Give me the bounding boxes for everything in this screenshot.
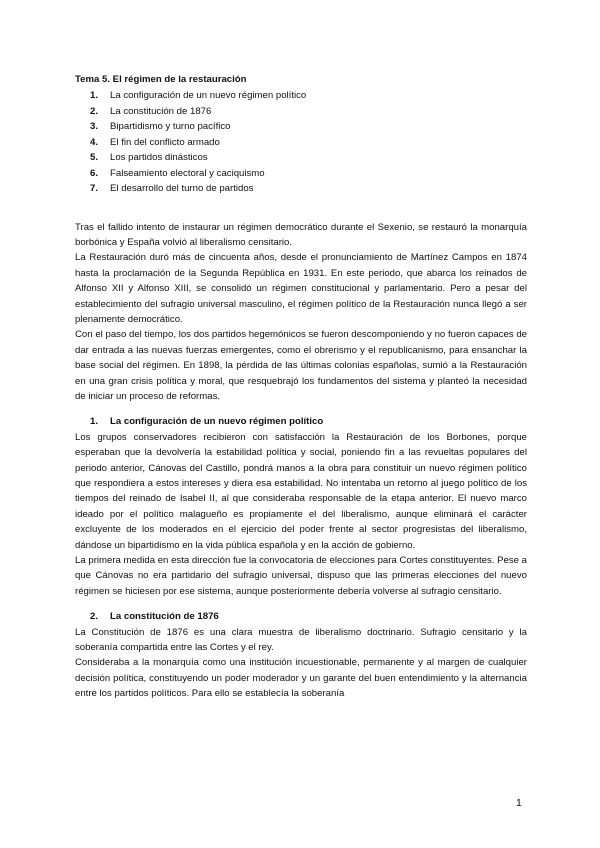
section-heading [75,609,527,624]
document-page [75,73,527,702]
toc-number: 5. [90,152,99,163]
section-heading [75,414,527,429]
toc-label: El fin del conflicto armado [110,136,220,148]
toc-number: 1. [90,90,99,101]
toc-item [75,166,527,182]
toc-item [75,104,527,120]
section-paragraph: Los grupos conservadores recibieron con satisfacción la Restauración de los Borbones, porque esperaban que la devolvería la estabilidad política y social, poniendo fin a las revueltas populares del periodo anterior, Cánovas del Castillo, pondrá manos a la obra para constituir un nuevo régimen político que respondiera a estos intereses y diera esa estabilidad. No intentaba un retorno al juego político de los tiempos del reinado de Isabel II, al que consideraba responsable de la etapa anterior. El nuevo marco ideado por el político malagueño es propiamente el del liberalismo, aunque eliminará el carácter excluyente de los moderados en el ejercicio del poder frente al sector progresistas del liberalismo, dándose un bipartidismo en la vida pública española y en la acción de gobierno. [75,431,527,551]
section-title: La configuración de un nuevo régimen político [110,416,324,428]
intro-paragraph: La Restauración duró más de cincuenta años, desde el pronunciamiento de Martínez Campos en 1874 hasta la proclamación de la Segunda República en 1931. En este periodo, que abarca los reinados de Alfonso XII y Alfonso XIII, se consolidó un régimen constitucional y parlamentario. Pero a pesar del establecimiento del sufragio universal masculino, el régimen político de la Restauración nunca llegó a ser plenamente democrático. [75,252,527,325]
toc-item [75,150,527,166]
toc-item [75,88,527,104]
intro-paragraph: Con el paso del tiempo, los dos partidos hegemónicos se fueron descomponiendo y no fueron capaces de dar entrada a las nuevas fuerzas emergentes, como el obrerismo y el republicanismo, para ensanchar la base social del régimen. En 1898, la pérdida de las últimas colonias españolas, sumió a la Restauración en una gran crisis política y moral, que resquebrajó los fundamentos del sistema y planteó la necesidad de iniciar un proceso de reformas. [75,329,527,402]
section-paragraph: Consideraba a la monarquía como una institución incuestionable, permanente y al margen de cualquier decisión política, constituyendo un poder moderador y un garante del buen entendimiento y la alternancia entre los partidos políticos. Para ello se establecía la soberanía [75,657,527,700]
section-title: La constitución de 1876 [110,611,219,623]
toc-item [75,119,527,135]
toc-label: La configuración de un nuevo régimen político [110,90,307,101]
toc-item [75,135,527,151]
toc-number: 2. [90,105,99,117]
section-paragraph: La Constitución de 1876 es una clara muestra de liberalismo doctrinario. Sufragio censitario y la soberanía compartida entre las Cortes y el rey. [75,626,527,654]
toc-number: 6. [90,167,99,179]
page-number: 1 [516,797,522,809]
section-number: 1. [90,416,99,428]
intro-paragraph: Tras el fallido intento de instaurar un régimen democrático durante el Sexenio, se restauró la monarquía borbónica y España volvió al liberalismo censitario. [75,221,527,248]
toc-item [75,181,527,197]
toc-label: Falseamiento electoral y caciquismo [110,167,265,179]
toc-number: 3. [90,121,99,132]
section-paragraph: La primera medida en esta dirección fue la convocatoria de elecciones para Cortes constituyentes. Pese a que Cánovas no era partidario del sufragio universal, dispuso que las primeras elecciones del nuevo régimen se hiciesen por ese sistema, aunque posteriormente debería volverse al sufragio censitario. [75,555,527,597]
toc-number: 7. [90,183,99,194]
toc-label: La constitución de 1876 [110,105,212,117]
toc-label: Bipartidismo y turno pacífico [110,121,231,132]
toc-label: El desarrollo del turno de partidos [110,183,254,194]
toc-label: Los partidos dinásticos [110,152,208,163]
table-of-contents [75,88,527,197]
toc-number: 4. [90,136,99,148]
section-number: 2. [90,611,99,623]
document-title: Tema 5. El régimen de la restauración [75,74,247,85]
